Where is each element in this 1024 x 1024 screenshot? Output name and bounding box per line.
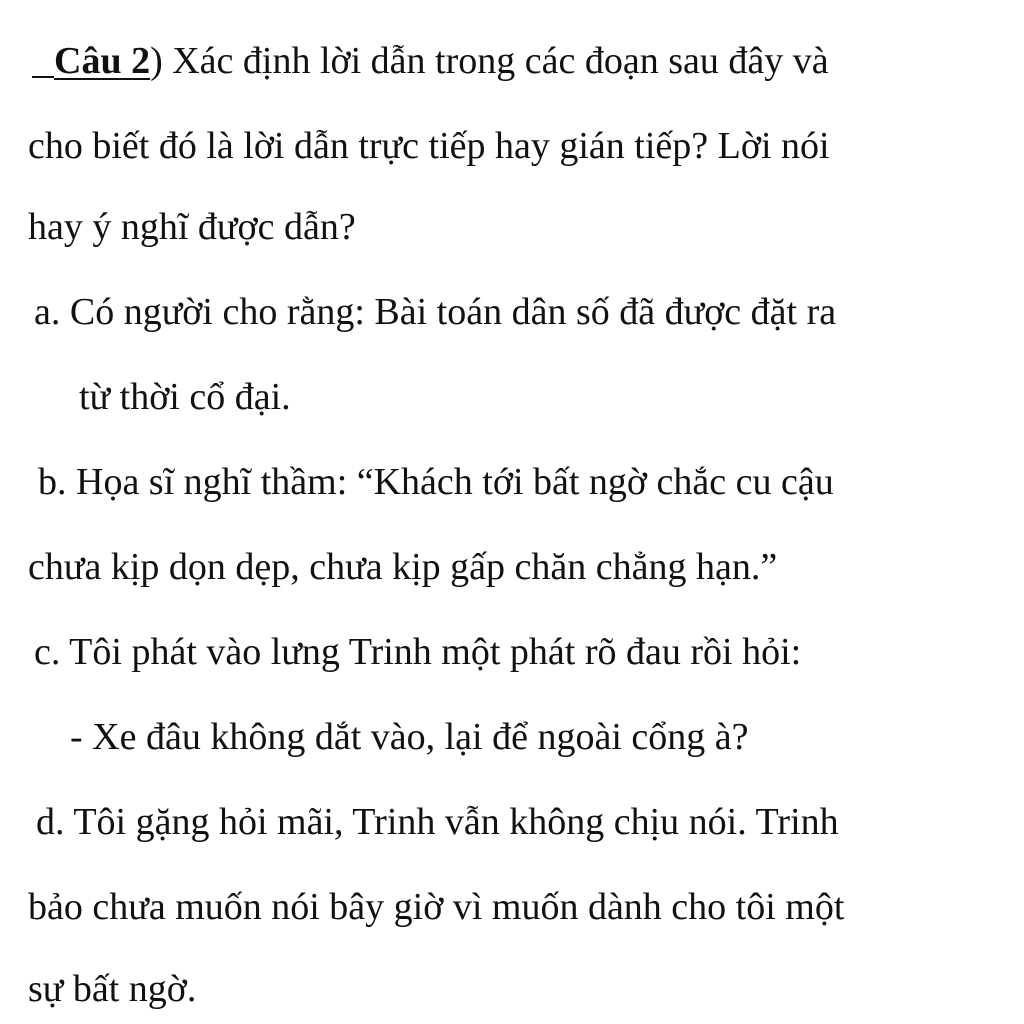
question-line-2: cho biết đó là lời dẫn trực tiếp hay gián tiếp? Lời nói (28, 125, 830, 167)
item-a-line-2: từ thời cổ đại. (79, 376, 291, 418)
item-c-line-2: - Xe đâu không dắt vào, lại để ngoài cổng à? (70, 716, 749, 758)
item-d-line-2: bảo chưa muốn nói bây giờ vì muốn dành cho tôi một (28, 886, 845, 928)
question-title-text: ) Xác định lời dẫn trong các đoạn sau đây và (150, 40, 829, 82)
question-title (32, 42, 829, 80)
item-d-line-3: sự bất ngờ. (28, 968, 197, 1010)
item-c-line-1: c. Tôi phát vào lưng Trinh một phát rõ đau rồi hỏi: (34, 631, 802, 673)
question-line-3: hay ý nghĩ được dẫn? (28, 206, 356, 248)
item-d-line-1: d. Tôi gặng hỏi mãi, Trinh vẫn không chịu nói. Trinh (36, 801, 839, 843)
heading-underline (32, 75, 54, 78)
item-b-line-1: b. Họa sĩ nghĩ thầm: “Khách tới bất ngờ chắc cu cậu (38, 461, 834, 503)
item-a-line-1: a. Có người cho rằng: Bài toán dân số đã được đặt ra (34, 291, 837, 333)
item-b-line-2: chưa kịp dọn dẹp, chưa kịp gấp chăn chẳng hạn.” (28, 546, 778, 588)
question-label: Câu 2 (54, 40, 151, 82)
